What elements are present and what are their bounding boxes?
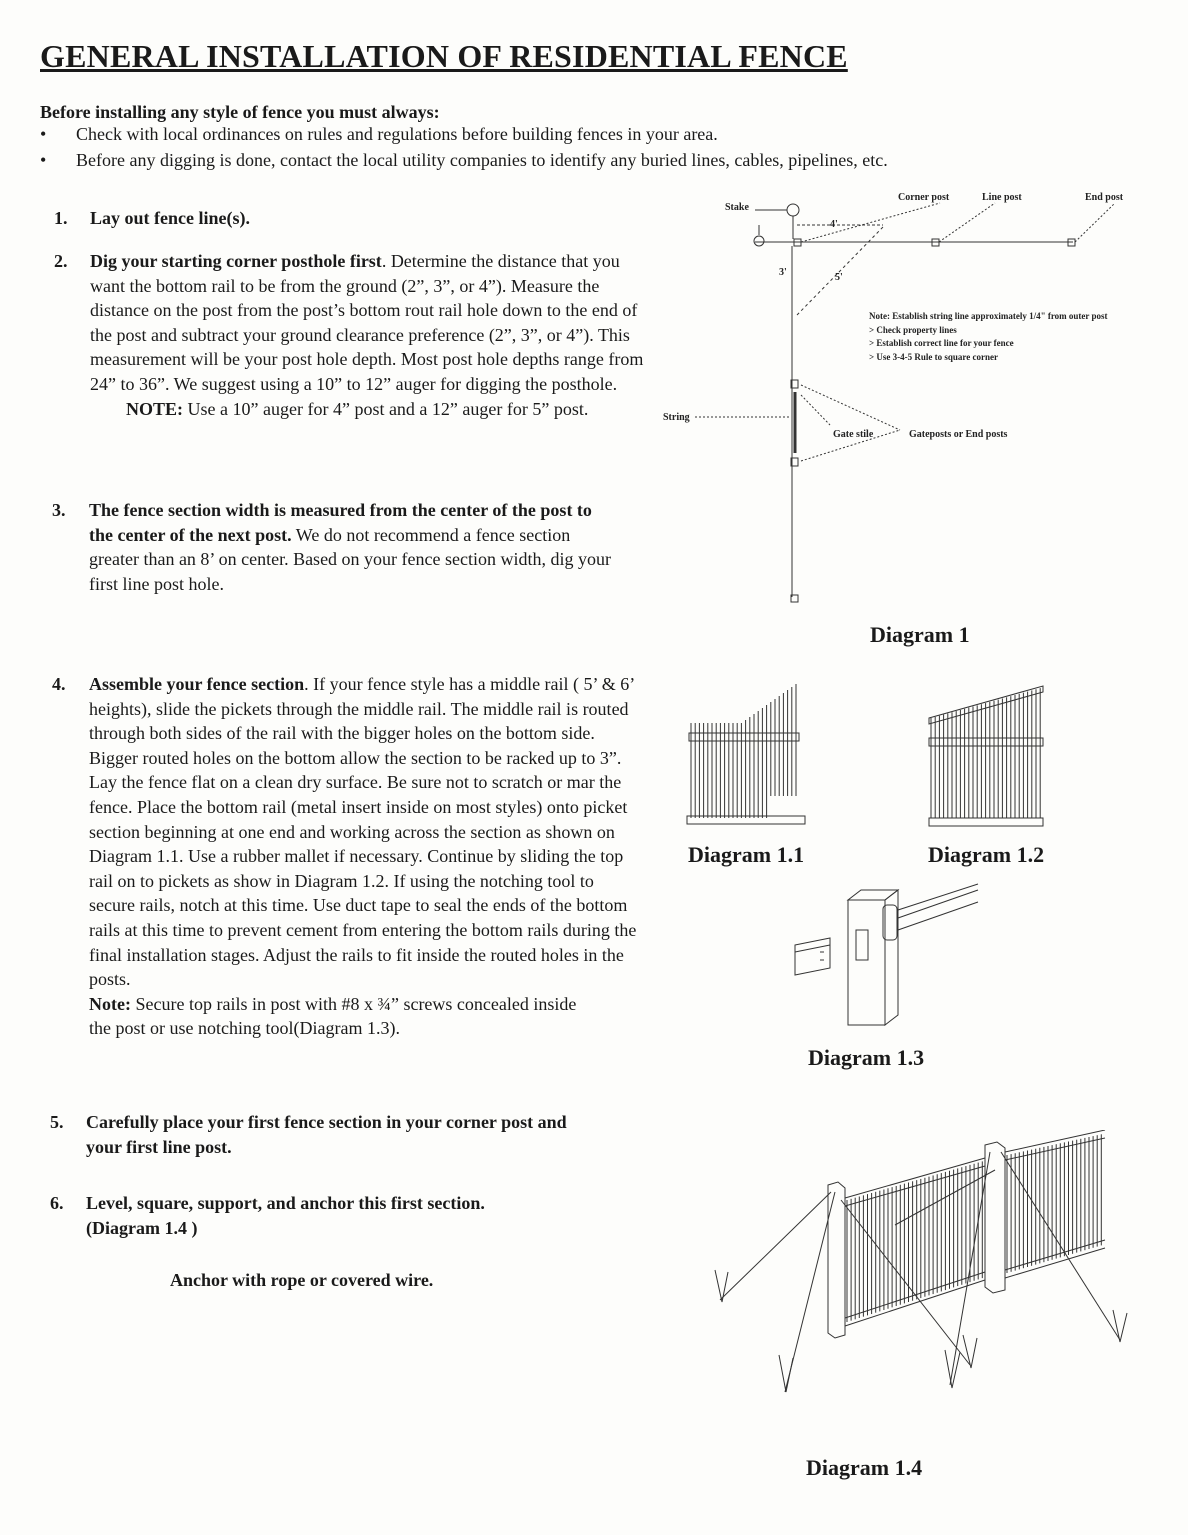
step-number: 6. — [50, 1193, 64, 1213]
diagram-1-4-illustration — [705, 1130, 1145, 1415]
step-number: 3. — [52, 500, 66, 520]
step-2-note: NOTE: Use a 10” auger for 4” post and a 12” auger for 5” post. — [126, 398, 589, 419]
step-4-note: Note: Secure top rails in post with #8 x ¾” screws concealed inside the post or use notching tool(Diagram 1.3). — [89, 993, 577, 1039]
step-number: 1. — [54, 208, 68, 228]
dimension-label: 5' — [835, 272, 843, 283]
corner-post-label: Corner post — [898, 192, 950, 203]
step-1-text: Lay out fence line(s). — [90, 208, 250, 228]
step-4-text: Assemble your fence section. If your fence style has a middle rail ( 5’ & 6’ heights), slide the pickets through the middle rail. The middle rail is routed through both sides of the rail with the bigger holes on the bottom side. Bigger routed holes on the bottom allow the section to be racked up to 3”. Lay the fence flat on a clean dry surface. Be sure not to scratch or mar the fence. Place the bottom rail (metal insert inside on most styles) onto picket section beginning at one end and working across the section as shown on Diagram 1.1. Use a rubber mallet if necessary. Continue by sliding the top rail on to pickets as show in Diagram 1.2. If using the notching tool to secure rails, notch at this time. Use duct tape to seal the ends of the bottom rails at this time to prevent cement from entering the bottom rails during the final installation stages. Adjust the rails to fit inside the routed holes in the posts. Note: Secure top rails in post with #8 x ¾” screws concealed inside the post or use notching tool(Diagram 1.3). — [89, 672, 641, 1041]
step-6-text: Level, square, support, and anchor this first section.(Diagram 1.4 ) — [86, 1193, 485, 1238]
gate-stile-label: Gate stile — [833, 429, 874, 440]
intro-bullet: • Check with local ordinances on rules and regulations before building fences in your area. — [40, 124, 718, 144]
diagram-note: Note: Establish string line approximately 1/4" from outer post — [869, 311, 1108, 321]
stake-icon — [754, 236, 764, 246]
step-number: 5. — [50, 1112, 64, 1132]
diagram-note: > Establish correct line for your fence — [869, 338, 1014, 348]
step-5-text: Carefully place your first fence section in your corner post and your first line post. — [86, 1112, 567, 1157]
intro-bullet: • Before any digging is done, contact the local utility companies to identify any buried lines, cables, pipelines, etc. — [40, 150, 888, 170]
line-post-label: Line post — [982, 192, 1022, 203]
anchor-note: Anchor with rope or covered wire. — [170, 1270, 434, 1290]
diagram-1-1-illustration — [685, 678, 810, 833]
step-3-text: The fence section width is measured from the center of the post to the center of the next post. We do not recommend a fence section greater than an 8’ on center. Based on your fence section width, dig your first line post hole. — [89, 500, 611, 594]
diagram-1-3-illustration — [790, 860, 990, 1030]
diagram-1-2-illustration — [925, 678, 1050, 833]
stake-label: Stake — [725, 202, 749, 213]
diagram-note: > Use 3-4-5 Rule to square corner — [869, 352, 998, 362]
step-number: 2. — [54, 251, 68, 271]
dimension-label: 3' — [779, 267, 787, 278]
step-2-text: Dig your starting corner posthole first. Determine the distance that you want the bottom rail to be from the ground (2”, 3”, or 4”). Measure the distance on the post from the post’s bottom rout rail hole down to the end of the post and subtract your ground clearance preference (2”, 3”, or 4”). This measurement will be your post hole depth. Most post hole depths range from 24” to 36”. We suggest using a 10” to 12” auger for digging the posthole. NOTE: Use a 10” auger for 4” post and a 12” auger for 5” post. — [90, 249, 645, 421]
bullet-icon: • — [40, 124, 47, 144]
string-label: String — [663, 412, 690, 423]
diagram-1-label: Diagram 1 — [870, 622, 970, 647]
dimension-label: 4' — [830, 219, 838, 230]
intro-heading: Before installing any style of fence you must always: — [40, 102, 440, 122]
diagram-1-4-label: Diagram 1.4 — [806, 1455, 923, 1480]
diagram-1-3-label: Diagram 1.3 — [808, 1045, 925, 1070]
diagram-note: > Check property lines — [869, 325, 957, 335]
stake-icon — [787, 204, 799, 216]
step-number: 4. — [52, 674, 66, 694]
gateposts-label: Gateposts or End posts — [909, 429, 1008, 440]
diagram-1-2-label: Diagram 1.2 — [928, 842, 1045, 867]
diagram-1-layout — [655, 185, 1175, 615]
end-post-label: End post — [1085, 192, 1124, 203]
bullet-icon: • — [40, 150, 47, 170]
page-title: GENERAL INSTALLATION OF RESIDENTIAL FENCE — [40, 38, 848, 74]
diagram-1-1-label: Diagram 1.1 — [688, 842, 805, 867]
